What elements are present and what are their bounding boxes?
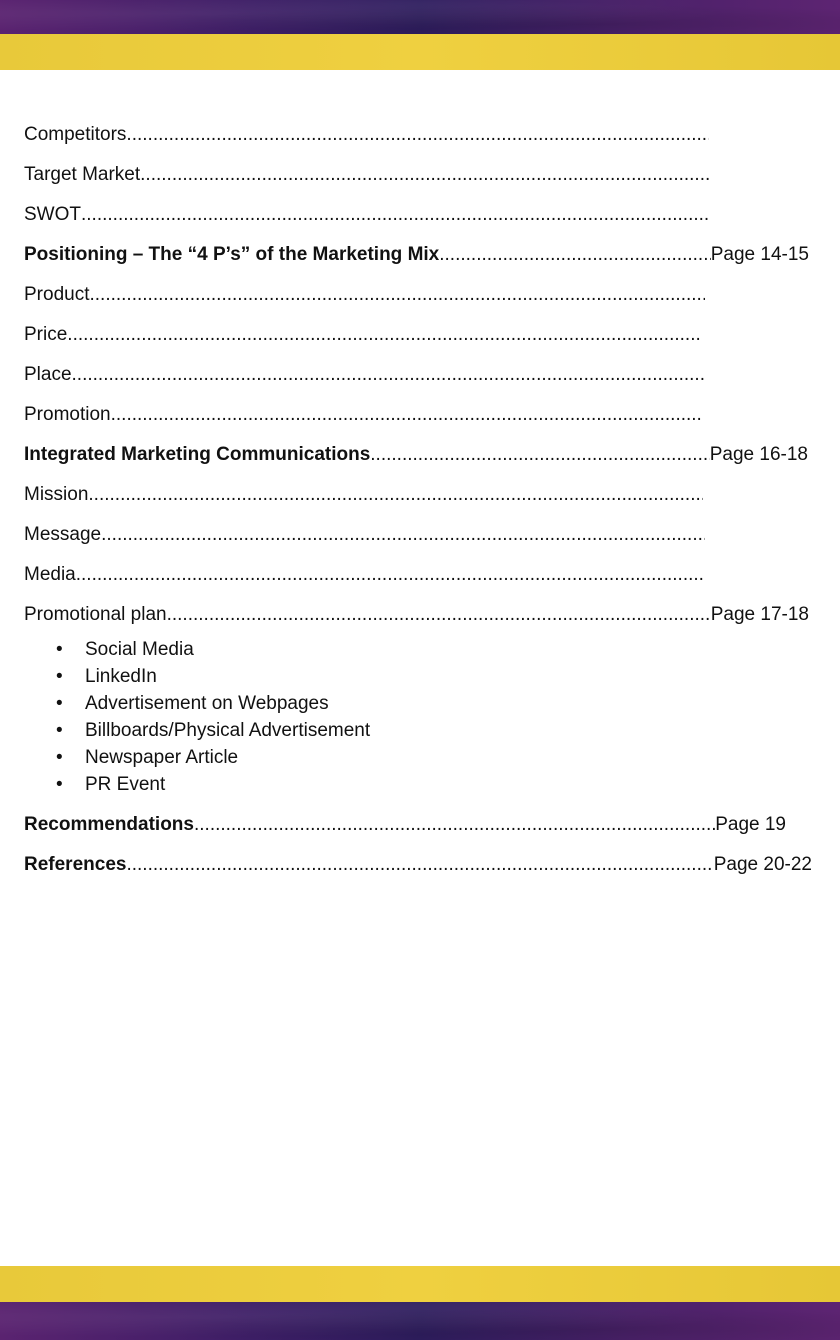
toc-entry [24, 850, 812, 890]
toc-leader-dots [194, 810, 715, 840]
toc-leader-dots [89, 280, 705, 310]
table-of-contents [24, 120, 824, 890]
toc-leader-dots [370, 440, 709, 470]
toc-entry [24, 810, 786, 850]
toc-entry [24, 480, 703, 520]
toc-entry-page: Page 16-18 [709, 444, 808, 465]
toc-leader-dots [167, 600, 711, 630]
list-item: • PR Event [56, 771, 824, 798]
toc-entry [24, 440, 808, 480]
list-item: • Social Media [56, 636, 824, 663]
toc-entry-label: Mission [24, 484, 89, 505]
toc-entry [24, 120, 709, 160]
toc-entry-label: Promotional plan [24, 604, 167, 625]
toc-entry-label: Price [24, 324, 68, 345]
toc-entry [24, 320, 701, 360]
toc-entry-page: Page 19 [715, 814, 786, 835]
toc-entry [24, 560, 704, 600]
toc-entry-label: Competitors [24, 124, 127, 145]
toc-entry-page: Page 20-22 [713, 854, 812, 875]
toc-entry-label: Positioning – The “4 P’s” of the Marketing Mix [24, 244, 440, 265]
bottom-purple-band [0, 1302, 840, 1340]
toc-leader-dots [81, 200, 709, 230]
promotional-plan-bullet-list [24, 636, 824, 798]
toc-entry-label: Recommendations [24, 814, 194, 835]
list-item: • Advertisement on Webpages [56, 690, 824, 717]
toc-entry-label: Target Market [24, 164, 141, 185]
toc-entry-label: Integrated Marketing Communications [24, 444, 371, 465]
top-gold-band [0, 34, 840, 70]
toc-entry [24, 400, 702, 440]
list-item: • Billboards/Physical Advertisement [56, 717, 824, 744]
bottom-gold-band [0, 1266, 840, 1302]
list-item: • LinkedIn [56, 663, 824, 690]
toc-entry [24, 280, 705, 320]
toc-entry-label: Message [24, 524, 102, 545]
toc-leader-dots [101, 520, 705, 550]
toc-leader-dots [126, 120, 709, 150]
toc-entry [24, 360, 704, 400]
toc-leader-dots [67, 320, 701, 350]
toc-entry-label: Place [24, 364, 72, 385]
toc-leader-dots [72, 360, 704, 390]
toc-entry [24, 600, 809, 640]
toc-entry-label: Product [24, 284, 90, 305]
toc-leader-dots [88, 480, 703, 510]
top-purple-band [0, 0, 840, 34]
toc-entry-label: Media [24, 564, 76, 585]
toc-entry-page: Page 17-18 [710, 604, 809, 625]
toc-leader-dots [126, 850, 713, 880]
toc-entry-label: Promotion [24, 404, 111, 425]
toc-entry [24, 160, 709, 200]
toc-entry [24, 240, 809, 280]
toc-entry-label: References [24, 854, 127, 875]
toc-leader-dots [439, 240, 711, 270]
toc-entry [24, 520, 705, 560]
toc-entry [24, 200, 709, 240]
list-item: • Newspaper Article [56, 744, 824, 771]
toc-leader-dots [76, 560, 704, 590]
toc-entry-page: Page 14-15 [710, 244, 809, 265]
toc-leader-dots [111, 400, 702, 430]
toc-entry-label: SWOT [24, 204, 81, 225]
toc-leader-dots [140, 160, 709, 190]
